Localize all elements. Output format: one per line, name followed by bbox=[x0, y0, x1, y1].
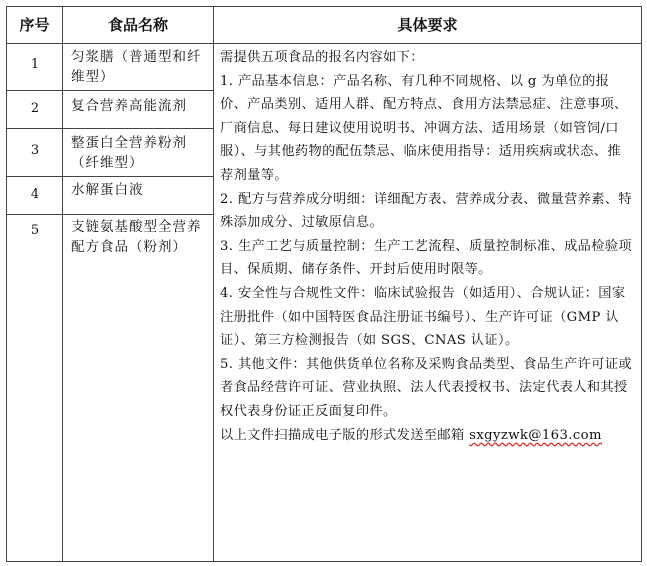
requirements-section: 3. 生产工艺与质量控制：生产工艺流程、质量控制标准、成品检验项目、保质期、储存条件、开封后使用时限等。 bbox=[220, 238, 633, 278]
table-row bbox=[7, 177, 213, 215]
requirements-section: 1. 产品基本信息：产品名称、有几种不同规格、以 g 为单位的报价、产品类别、适用人群、配方特点、食用方法禁忌症、注意事项、厂商信息、每日建议使用说明书、冲调方法、适用场景（如管饲/口服）、与其他药物的配伍禁忌、临床使用指导：适用疾病或状态、推荐剂量等。 bbox=[220, 73, 628, 183]
requirements-section: 5. 其他文件：其他供货单位名称及采购食品类型、食品生产许可证或者食品经营许可证、营业执照、法人代表授权书、法定代表人和其授权代表身份证正反面复印件。 bbox=[220, 356, 633, 419]
row-index: 5 bbox=[30, 223, 40, 238]
table-row bbox=[7, 43, 213, 91]
food-name: 支链氨基酸型全营养配方食品（粉剂） bbox=[71, 219, 202, 255]
table-row bbox=[7, 91, 213, 129]
food-name: 匀浆膳（普通型和纤维型） bbox=[71, 49, 202, 85]
requirements-section: 2. 配方与营养成分明细：详细配方表、营养成分表、微量营养素、特殊添加成分、过敏原信息。 bbox=[220, 191, 633, 231]
header-index: 序号 bbox=[19, 16, 50, 34]
row-index: 2 bbox=[30, 101, 40, 116]
header-requirements: 具体要求 bbox=[397, 16, 458, 34]
row-index: 3 bbox=[30, 143, 40, 158]
header-food-name: 食品名称 bbox=[107, 16, 168, 34]
row-index: 4 bbox=[30, 187, 40, 202]
email-address: sxgyzwk@163.com bbox=[469, 427, 602, 443]
requirements-text bbox=[220, 46, 634, 447]
table-row bbox=[7, 215, 213, 562]
requirements-table bbox=[6, 6, 642, 562]
column-divider bbox=[213, 7, 214, 561]
row-index: 1 bbox=[30, 57, 40, 72]
food-name: 水解蛋白液 bbox=[71, 182, 144, 198]
requirements-section: 4. 安全性与合规性文件：临床试验报告（如适用）、合规认证：国家注册批件（如中国特医食品注册证书编号）、生产许可证（GMP 认证）、第三方检测报告（如 SGS、CNAS 认证）。 bbox=[220, 285, 626, 349]
footer-text: 以上文件扫描成电子版的形式发送至邮箱 bbox=[220, 427, 465, 443]
food-name: 复合营养高能流剂 bbox=[71, 98, 187, 114]
table-row bbox=[7, 129, 213, 177]
requirements-footer bbox=[220, 424, 634, 448]
requirements-intro: 需提供五项食品的报名内容如下： bbox=[220, 50, 424, 65]
food-name: 整蛋白全营养粉剂（纤维型） bbox=[71, 135, 187, 171]
